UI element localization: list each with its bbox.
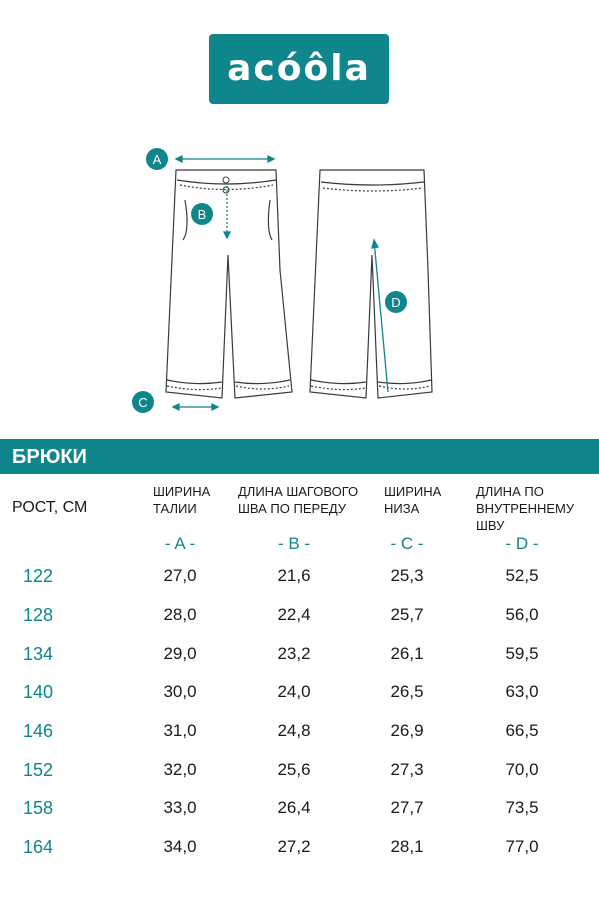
size-cell: 128 (23, 605, 54, 625)
size-cell: 146 (23, 721, 54, 741)
value-cell: 63,0 (505, 682, 539, 701)
value-cell: 28,0 (163, 605, 197, 624)
column-header-hem-width (384, 483, 441, 517)
column-letter-a: - A - (164, 534, 196, 553)
value-cell: 25,6 (277, 760, 311, 779)
pants-front (166, 170, 292, 398)
column-header-inner-seam-length (476, 483, 599, 534)
value-cell: 24,0 (277, 682, 311, 701)
marker-a-label: A (152, 152, 162, 167)
section-banner (0, 439, 599, 474)
value-cell: 70,0 (505, 760, 539, 779)
size-cell: 140 (23, 682, 54, 702)
table-row (0, 605, 599, 643)
marker-c (132, 391, 154, 413)
value-cell: 25,7 (390, 605, 424, 624)
value-cell: 32,0 (163, 760, 197, 779)
size-cell: 122 (23, 566, 54, 586)
logo-text: acóôla (227, 48, 371, 89)
table-row (0, 837, 599, 875)
pants-sketch (0, 130, 599, 430)
value-cell: 27,7 (390, 798, 424, 817)
value-cell: 56,0 (505, 605, 539, 624)
value-cell: 30,0 (163, 682, 197, 701)
value-cell: 59,5 (505, 644, 539, 663)
value-cell: 77,0 (505, 837, 539, 856)
value-cell: 27,3 (390, 760, 424, 779)
value-cell: 26,9 (390, 721, 424, 740)
value-cell: 27,0 (163, 566, 197, 585)
column-header-line: ШИРИНА (384, 484, 442, 499)
value-cell: 25,3 (390, 566, 424, 585)
brand-logo (209, 34, 389, 104)
value-cell: 24,8 (277, 721, 311, 740)
value-cell: 33,0 (163, 798, 197, 817)
marker-c-label: C (138, 395, 148, 410)
marker-b (191, 203, 213, 225)
table-row (0, 760, 599, 798)
value-cell: 26,1 (390, 644, 424, 663)
column-header-waist (153, 483, 210, 517)
value-cell: 26,5 (390, 682, 424, 701)
size-cell: 152 (23, 760, 54, 780)
column-header-line: ШИРИНА (153, 484, 211, 499)
value-cell: 26,4 (277, 798, 311, 817)
value-cell: 23,2 (277, 644, 311, 663)
table-row (0, 721, 599, 759)
marker-d-label: D (391, 295, 401, 310)
column-letter-d: - D - (505, 534, 539, 553)
size-cell: 164 (23, 837, 54, 857)
column-header-line: НИЗА (384, 501, 420, 516)
marker-b-label: B (197, 207, 207, 222)
height-header: РОСТ, СМ (12, 499, 88, 516)
value-cell: 34,0 (163, 837, 197, 856)
value-cell: 66,5 (505, 721, 539, 740)
marker-d (385, 291, 407, 313)
column-header-inseam-front (238, 483, 358, 517)
table-row (0, 682, 599, 720)
marker-a (146, 148, 168, 170)
column-letter-c: - C - (390, 534, 424, 553)
size-cell: 134 (23, 644, 54, 664)
value-cell: 52,5 (505, 566, 539, 585)
column-header-line: ШВА ПО ПЕРЕДУ (238, 501, 347, 516)
value-cell: 28,1 (390, 837, 424, 856)
size-cell: 158 (23, 798, 54, 818)
value-cell: 29,0 (163, 644, 197, 663)
column-header-line: ВНУТРЕННЕМУ ШВУ (476, 501, 575, 533)
section-title: БРЮКИ (12, 446, 87, 468)
column-header-line: ДЛИНА ШАГОВОГО (238, 484, 359, 499)
value-cell: 31,0 (163, 721, 197, 740)
value-cell: 22,4 (277, 605, 311, 624)
table-row (0, 566, 599, 604)
table-row (0, 798, 599, 836)
column-header-line: ДЛИНА ПО (476, 484, 544, 499)
column-header-line: ТАЛИИ (153, 501, 197, 516)
value-cell: 73,5 (505, 798, 539, 817)
pants-back (310, 170, 432, 398)
table-row (0, 644, 599, 682)
value-cell: 21,6 (277, 566, 311, 585)
column-letter-b: - B - (277, 534, 311, 553)
value-cell: 27,2 (277, 837, 311, 856)
